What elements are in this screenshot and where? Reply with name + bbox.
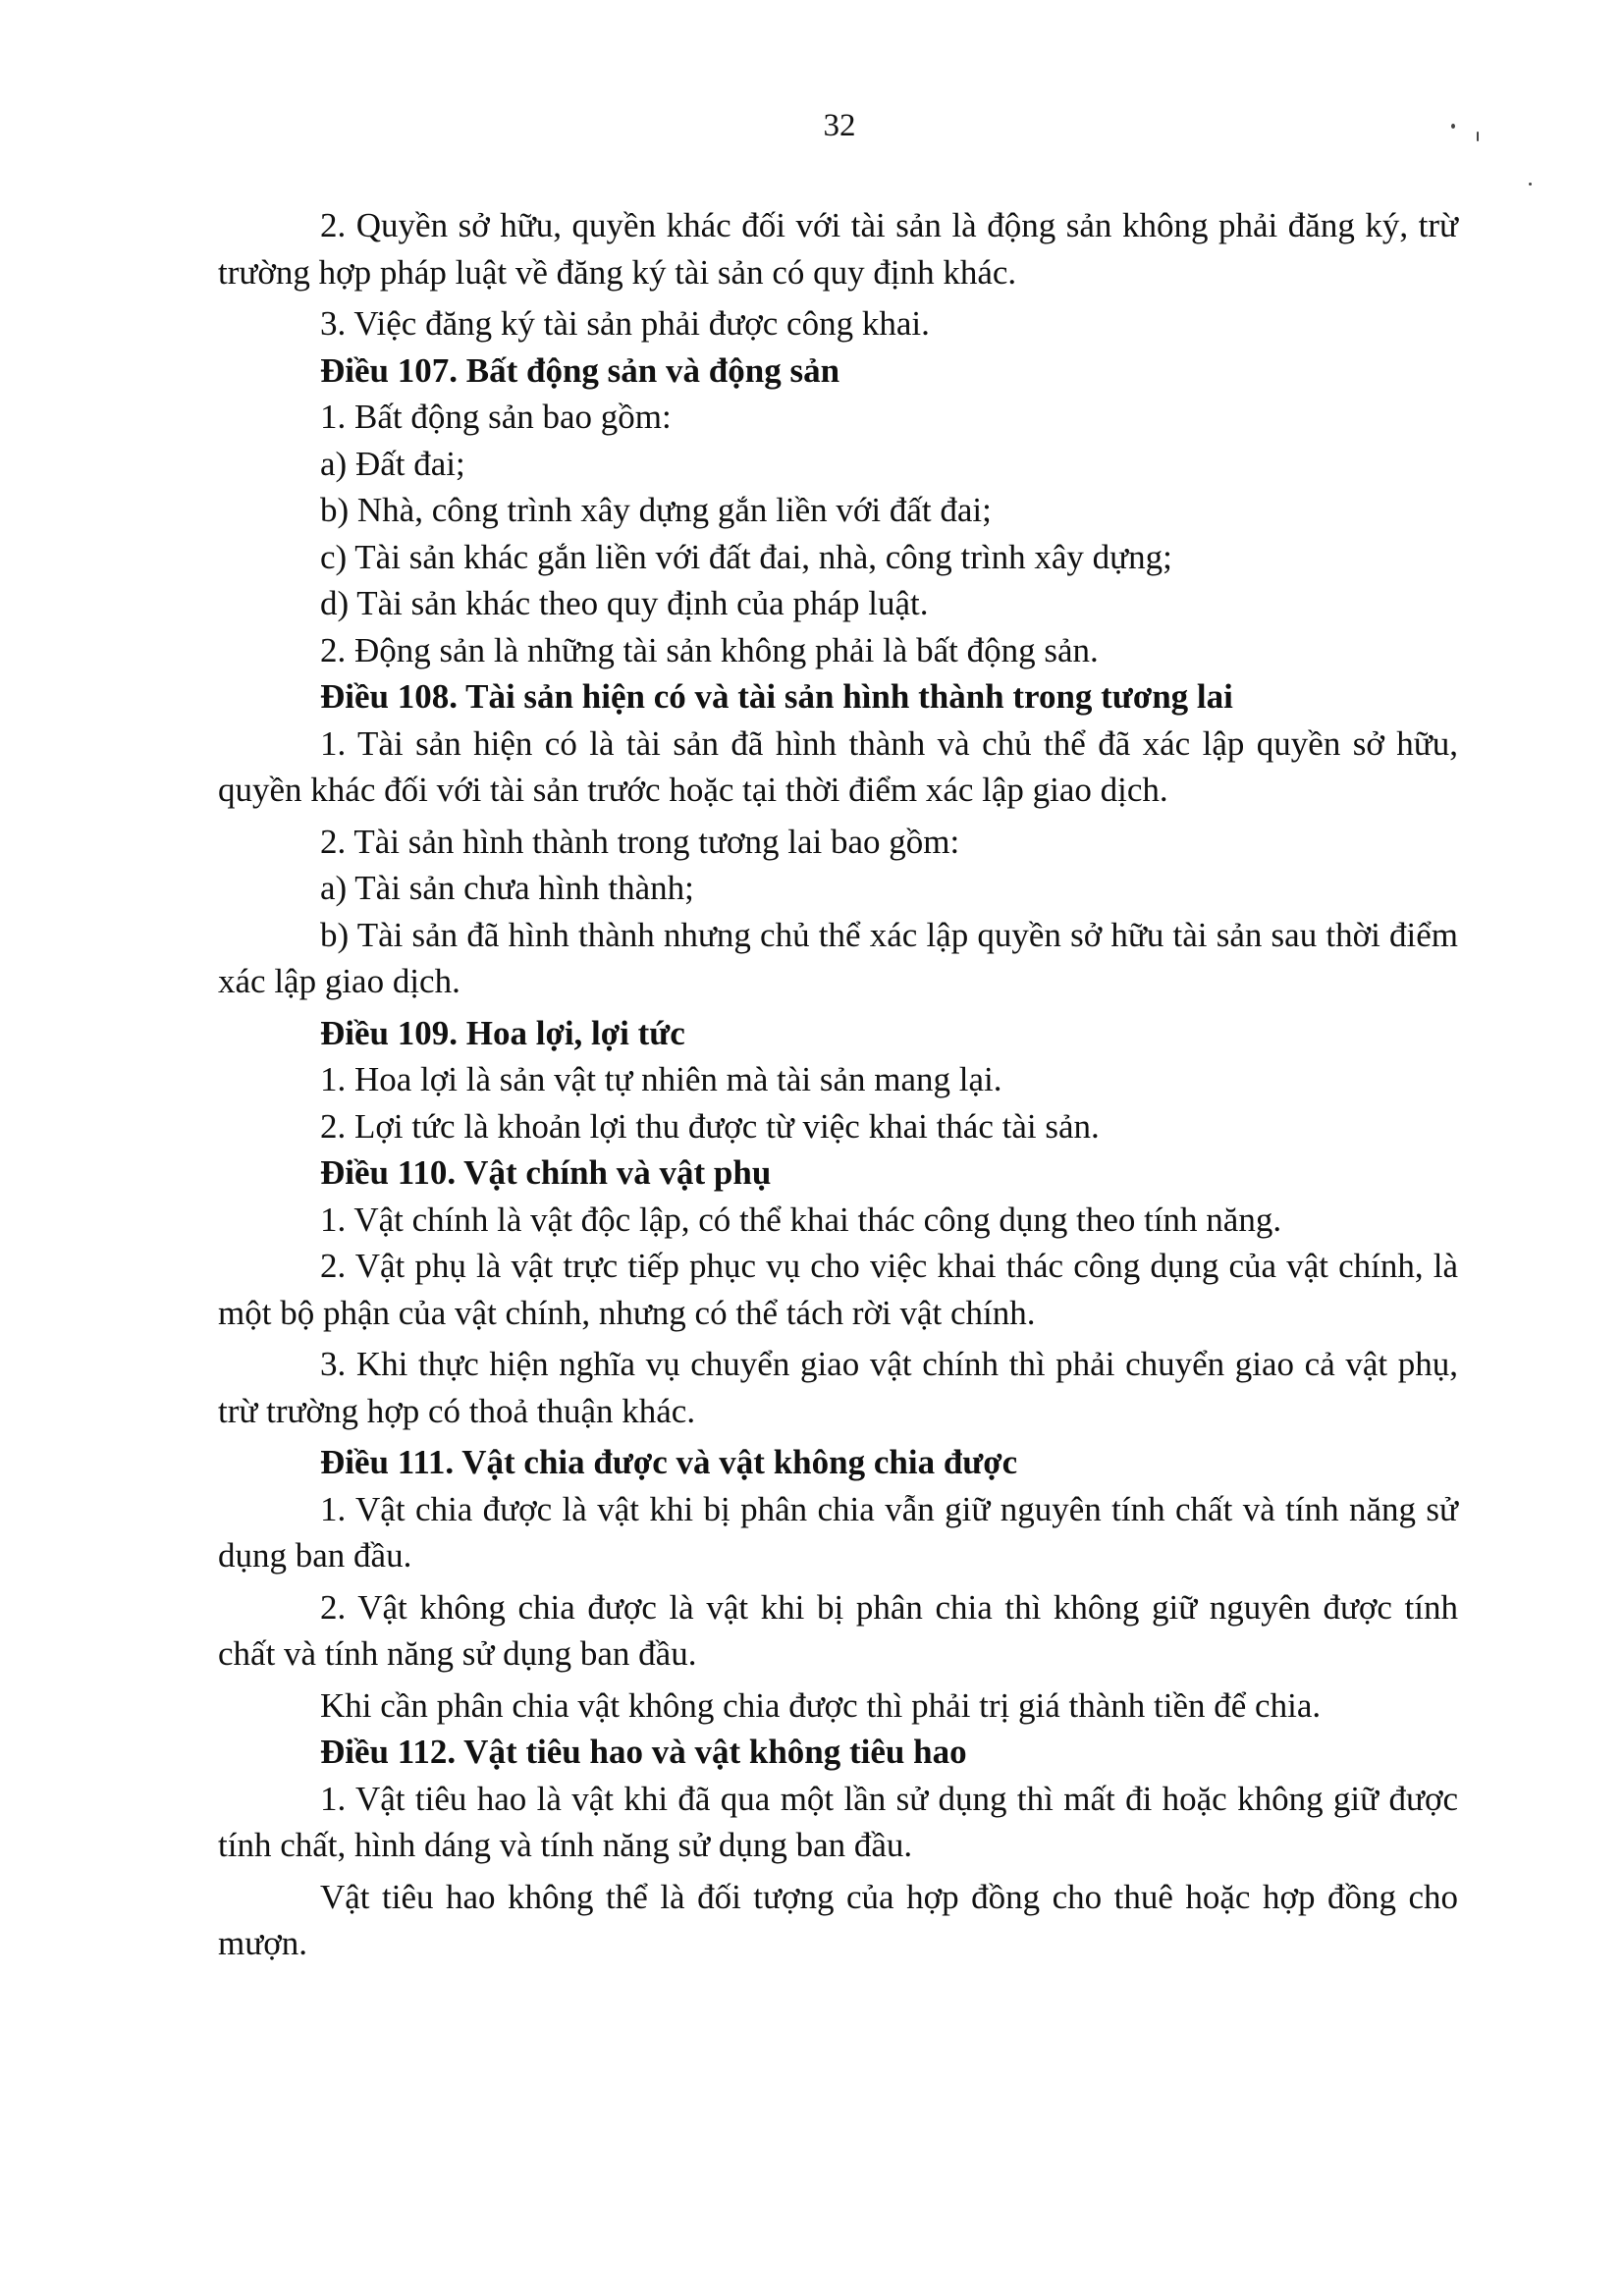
paragraph: Vật tiêu hao không thể là đối tượng của hợp đồng cho thuê hoặc hợp đồng cho mượn. (218, 1877, 1458, 1962)
paragraph: c) Tài sản khác gắn liền với đất đai, nhà, công trình xây dựng; (320, 537, 1172, 576)
article-heading: Điều 110. Vật chính và vật phụ (320, 1153, 772, 1192)
paragraph: 2. Vật không chia được là vật khi bị phân chia thì không giữ nguyên được tính chất và tính năng sử dụng ban đầu. (218, 1587, 1458, 1673)
paragraph: 1. Vật chia được là vật khi bị phân chia vẫn giữ nguyên tính chất và tính năng sử dụng ban đầu. (218, 1489, 1458, 1575)
paragraph: 1. Vật chính là vật độc lập, có thể khai thác công dụng theo tính năng. (320, 1200, 1282, 1239)
paragraph: 1. Hoa lợi là sản vật tự nhiên mà tài sản mang lại. (320, 1060, 1002, 1098)
paragraph: 2. Vật phụ là vật trực tiếp phục vụ cho việc khai thác công dụng của vật chính, là một bộ phận của vật chính, nhưng có thể tách rời vật chính. (218, 1247, 1458, 1332)
paragraph: Khi cần phân chia vật không chia được thì phải trị giá thành tiền để chia. (320, 1685, 1322, 1725)
paragraph: 1. Bất động sản bao gồm: (320, 398, 672, 436)
article-heading: Điều 112. Vật tiêu hao và vật không tiêu hao (320, 1733, 967, 1771)
paragraph: 1. Vật tiêu hao là vật khi đã qua một lần sử dụng thì mất đi hoặc không giữ được tính chất, hình dáng và tính năng sử dụng ban đầu. (218, 1779, 1458, 1864)
paragraph: 2. Động sản là những tài sản không phải là bất động sản. (320, 630, 1099, 669)
paragraph: 1. Tài sản hiện có là tài sản đã hình thành và chủ thể đã xác lập quyền sở hữu, quyền khác đối với tài sản trước hoặc tại thời điểm xác lập giao dịch. (218, 723, 1458, 809)
document-body (218, 202, 1458, 1972)
paragraph: 2. Tài sản hình thành trong tương lai bao gồm: (320, 822, 960, 861)
paragraph: b) Tài sản đã hình thành nhưng chủ thể xác lập quyền sở hữu tài sản sau thời điểm xác lập giao dịch. (218, 915, 1458, 1000)
paragraph: b) Nhà, công trình xây dựng gắn liền với đất đai; (320, 491, 992, 529)
paragraph: d) Tài sản khác theo quy định của pháp luật. (320, 584, 929, 622)
page-number: 32 (823, 108, 856, 143)
article-heading: Điều 111. Vật chia được và vật không chia được (320, 1443, 1018, 1481)
paragraph: a) Tài sản chưa hình thành; (320, 869, 694, 907)
article-heading: Điều 108. Tài sản hiện có và tài sản hình thành trong tương lai (320, 677, 1233, 716)
paragraph: a) Đất đai; (320, 444, 465, 483)
paragraph: 2. Quyền sở hữu, quyền khác đối với tài sản là động sản không phải đăng ký, trừ trường hợp pháp luật về đăng ký tài sản có quy định khác. (218, 206, 1458, 292)
paragraph: 3. Khi thực hiện nghĩa vụ chuyển giao vật chính thì phải chuyển giao cả vật phụ, trừ trường hợp có thoả thuận khác. (218, 1345, 1458, 1430)
paragraph: 3. Việc đăng ký tài sản phải được công khai. (320, 304, 930, 343)
article-heading: Điều 109. Hoa lợi, lợi tức (320, 1013, 685, 1052)
paragraph: 2. Lợi tức là khoản lợi thu được từ việc khai thác tài sản. (320, 1106, 1100, 1146)
article-heading: Điều 107. Bất động sản và động sản (320, 350, 840, 390)
